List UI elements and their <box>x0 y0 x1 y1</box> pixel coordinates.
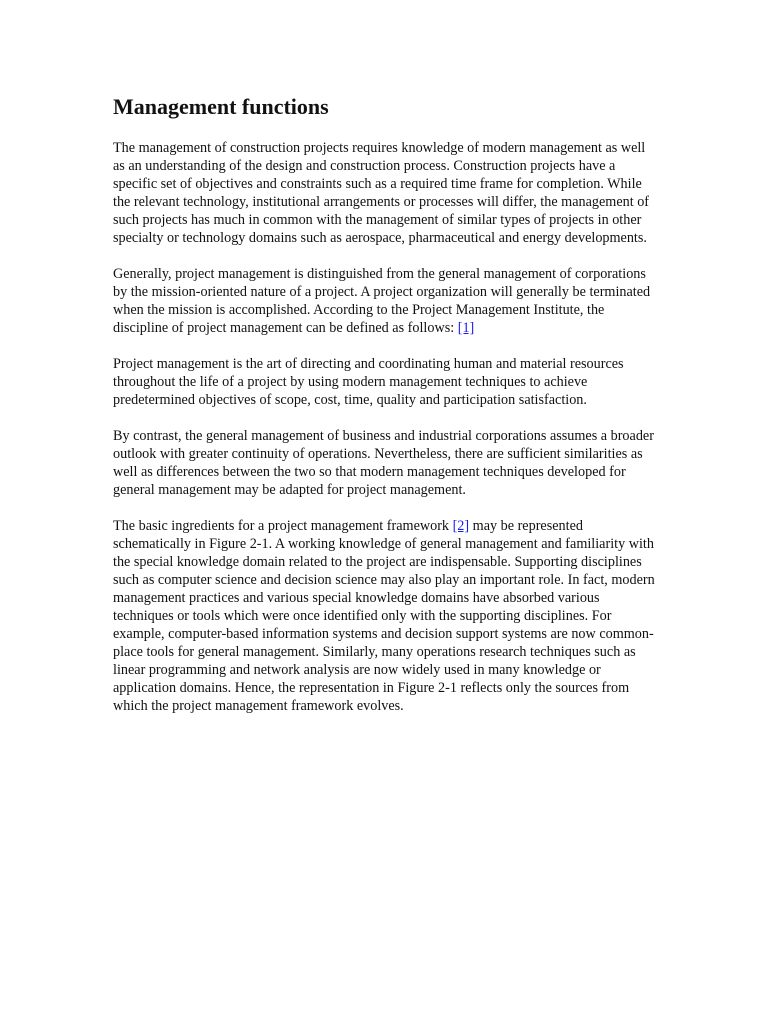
footnote-link-2[interactable]: [2] <box>452 518 470 534</box>
paragraph-4: By contrast, the general management of business and industrial corporations assumes a broader outlook with greater continuity of operations. Nevertheless, there are sufficient similarities as well as differences between the two so that modern management techniques developed for general management may be adapted for project management. <box>113 428 654 498</box>
paragraph-3-definition: Project management is the art of directing and coordinating human and material resources throughout the life of a project by using modern management techniques to achieve predetermined objectives of scope, cost, time, quality and participation satisfaction. <box>113 356 624 408</box>
paragraph-1: The management of construction projects requires knowledge of modern management as well as an understanding of the design and construction process. Construction projects have a specific set of objectives and constraints such as a required time frame for completion. While the relevant technology, institutional arrangements or processes will differ, the management of such projects has much in common with the management of similar types of projects in other specialty or technology domains such as aerospace, pharmaceutical and energy developments. <box>113 140 650 246</box>
paragraph-5 <box>113 517 658 715</box>
paragraph-5-text-after: may be represented schematically in Figure 2-1. A working knowledge of general management and familiarity with the special knowledge domain related to the project are indispensable. Supporting disciplines such as computer science and decision science may also play an important role. In fact, modern management practices and various special knowledge domains have absorbed various techniques or tools which were once identified only with the supporting disciplines. For example, computer-based information systems and decision support systems are now common-place tools for general management. Similarly, many operations research techniques such as linear programming and network analysis are now widely used in many knowledge or application domains. Hence, the representation in Figure 2-1 reflects only the sources from which the project management framework evolves. <box>113 518 655 714</box>
document-page <box>113 92 658 733</box>
paragraph-2-text: Generally, project management is distinguished from the general management of corporations by the mission-oriented nature of a project. A project organization will generally be terminated when the mission is accomplished. According to the Project Management Institute, the discipline of project management can be defined as follows: <box>113 266 651 336</box>
footnote-link-1[interactable]: [1] <box>457 320 475 336</box>
paragraph-5-text-before: The basic ingredients for a project management framework <box>113 518 453 534</box>
page-title: Management functions <box>113 94 329 119</box>
paragraph-2 <box>113 265 658 337</box>
